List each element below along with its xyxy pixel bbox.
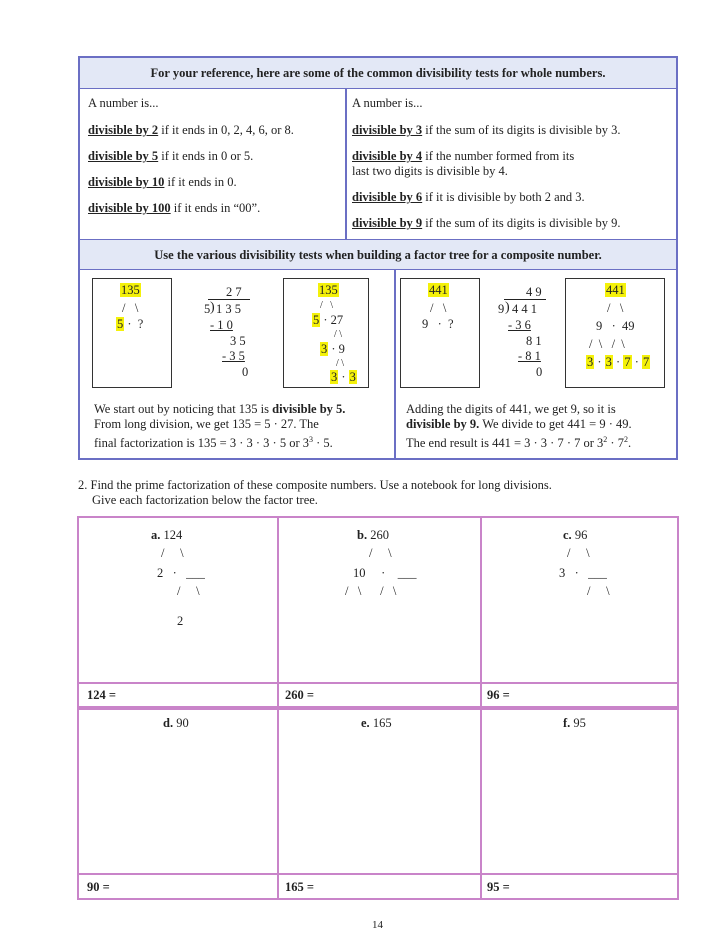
rule-div-2: divisible by 2 if it ends in 0, 2, 4, 6, or 8. bbox=[88, 123, 294, 137]
example1-div-line2: 3 5 bbox=[230, 334, 246, 348]
problem-c-title: c. 96 bbox=[563, 528, 588, 542]
example2-div-line4: 0 bbox=[536, 365, 543, 379]
example1-full-number: 135 bbox=[319, 283, 338, 297]
problem-f-title: f. 95 bbox=[563, 716, 586, 730]
example1-div-line4: 0 bbox=[242, 365, 249, 379]
rule-div-10: divisible by 10 if it ends in 0. bbox=[88, 175, 237, 189]
example2-text-2: divisible by 9. We divide to get 441 = 9 · 49. bbox=[406, 417, 632, 431]
problem-d-title: d. 90 bbox=[163, 716, 189, 730]
grid-divider-h2b bbox=[79, 708, 677, 710]
example2-number: 441 bbox=[429, 283, 448, 297]
problem-a-tree-l3: 2 · ___ bbox=[157, 566, 205, 580]
answer-b-label: 260 = bbox=[285, 688, 314, 702]
example2-quotient: 4 9 bbox=[526, 285, 542, 299]
rule-div-6: divisible by 6 if it is divisible by both 2 and 3. bbox=[352, 190, 585, 204]
example2-full-split: 9 · 49 bbox=[596, 319, 635, 333]
problem-b-tree-l4: / \ / \ bbox=[345, 584, 397, 598]
rule-div-9: divisible by 9 if the sum of its digits is divisible by 9. bbox=[352, 216, 621, 230]
example1-full-split2: 3 · 9 bbox=[321, 342, 345, 356]
column-divider bbox=[345, 89, 347, 239]
example1-dividend: 1 3 5 bbox=[216, 302, 241, 316]
example2-branch: / \ bbox=[430, 301, 447, 315]
example2-split: 9 · ? bbox=[422, 317, 454, 331]
example2-text-3: The end result is 441 = 3 · 3 · 7 · 7 or $3^2 \cdot 7^2$. bbox=[406, 435, 632, 451]
example1-branch: / \ bbox=[122, 301, 139, 315]
problem-b-tree-l3: 10 · ___ bbox=[353, 566, 417, 580]
example2-text-1: Adding the digits of 441, we get 9, so it is bbox=[406, 402, 616, 416]
problem-grid bbox=[77, 516, 679, 900]
example2-div-line3: - 8 1 bbox=[518, 349, 541, 363]
page-number: 14 bbox=[372, 919, 383, 931]
answer-f-label: 95 = bbox=[487, 880, 510, 894]
problem-c-tree-l4: / \ bbox=[587, 584, 610, 598]
example2-full-branch1: / \ bbox=[607, 301, 624, 315]
division-bracket: ) bbox=[210, 300, 215, 315]
instructions-line-2: Give each factorization below the factor tree. bbox=[92, 493, 318, 507]
example2-full-leaves: 3 · 3 · 7 · 7 bbox=[587, 355, 650, 369]
problem-a-tree-l2: / \ bbox=[161, 546, 184, 560]
answer-d-label: 90 = bbox=[87, 880, 110, 894]
example1-div-line3: - 3 5 bbox=[222, 349, 245, 363]
example2-full-number: 441 bbox=[606, 283, 625, 297]
problem-c-tree-l3: 3 · ___ bbox=[559, 566, 607, 580]
rule-div-3: divisible by 3 if the sum of its digits is divisible by 3. bbox=[352, 123, 621, 137]
answer-a-label: 124 = bbox=[87, 688, 116, 702]
example1-full-leaves: 3 · 3 bbox=[331, 370, 356, 384]
example1-quotient: 2 7 bbox=[226, 285, 242, 299]
problem-e-title: e. 165 bbox=[361, 716, 392, 730]
problem-a-title: a. 124 bbox=[151, 528, 183, 542]
example1-full-branch3: / \ bbox=[336, 358, 345, 369]
example1-split: 5 · ? bbox=[117, 317, 144, 331]
right-intro: A number is... bbox=[352, 96, 423, 110]
problem-c-tree-l2: / \ bbox=[567, 546, 590, 560]
problem-a-tree-l4: / \ bbox=[177, 584, 200, 598]
example-divider bbox=[394, 270, 396, 458]
example2-divisor: 9 bbox=[498, 302, 505, 316]
rule-div-100: divisible by 100 if it ends in “00”. bbox=[88, 201, 261, 215]
example1-full-split1: 5 · 27 bbox=[313, 313, 344, 327]
factor-tree-header: Use the various divisibility tests when building a factor tree for a composite number. bbox=[80, 239, 676, 270]
example1-text-3: final factorization is 135 = 3 · 3 · 3 · 5 or $3^3 \cdot 5$. bbox=[94, 435, 333, 451]
division-bar-2 bbox=[504, 299, 546, 300]
answer-c-label: 96 = bbox=[487, 688, 510, 702]
rule-div-5: divisible by 5 if it ends in 0 or 5. bbox=[88, 149, 254, 163]
example1-text-2: From long division, we get 135 = 5 · 27. The bbox=[94, 417, 319, 431]
reference-header: For your reference, here are some of the common divisibility tests for whole numbers. bbox=[80, 58, 676, 89]
example2-div-line2: 8 1 bbox=[526, 334, 542, 348]
example2-full-branch2: / \ / \ bbox=[589, 337, 625, 351]
example1-div-line1: - 1 0 bbox=[210, 318, 233, 332]
problem-a-tree-l5: 2 bbox=[177, 614, 184, 628]
example1-number: 135 bbox=[121, 283, 140, 297]
example1-full-branch2: / \ bbox=[334, 329, 343, 340]
example1-text-1: We start out by noticing that 135 is divisible by 5. bbox=[94, 402, 346, 416]
example1-full-branch1: / \ bbox=[320, 300, 334, 311]
division-bracket-2: ) bbox=[505, 300, 510, 315]
left-intro: A number is... bbox=[88, 96, 159, 110]
divisibility-reference-box bbox=[78, 56, 678, 460]
grid-divider-h1 bbox=[79, 682, 677, 684]
grid-divider-h3 bbox=[79, 873, 677, 875]
example1-divisor: 5 bbox=[204, 302, 211, 316]
instructions-line-1: 2. Find the prime factorization of these composite numbers. Use a notebook for long divisions. bbox=[78, 478, 552, 492]
answer-e-label: 165 = bbox=[285, 880, 314, 894]
example2-dividend: 4 4 1 bbox=[512, 302, 537, 316]
problem-b-tree-l2: / \ bbox=[369, 546, 392, 560]
problem-b-title: b. 260 bbox=[357, 528, 389, 542]
example2-div-line1: - 3 6 bbox=[508, 318, 531, 332]
rule-div-4: divisible by 4 if the number formed from its last two digits is divisible by 4. bbox=[352, 149, 575, 178]
